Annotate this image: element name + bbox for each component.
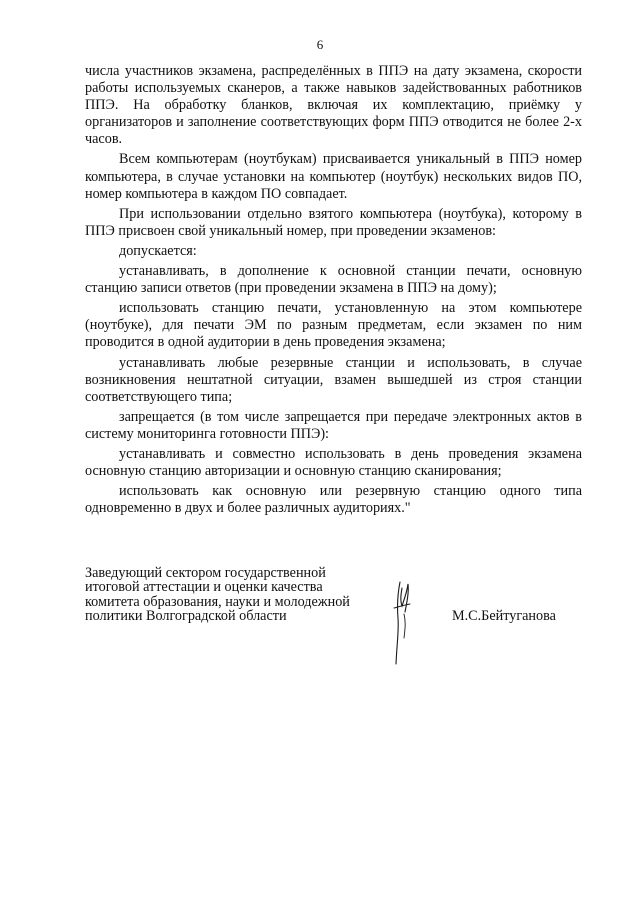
page-number: 6 bbox=[316, 37, 324, 52]
position-line: политики Волгоградской области bbox=[85, 607, 287, 624]
handwritten-signature bbox=[388, 578, 418, 666]
position-line: итоговой аттестации и оценки качества bbox=[85, 579, 323, 596]
paragraph: использовать как основную или резервную станцию одного типа одновременно в двух и более различных аудиториях." bbox=[85, 483, 582, 517]
paragraph: запрещается (в том числе запрещается при передаче электронных актов в систему мониторинга готовности ППЭ): bbox=[85, 408, 582, 442]
document-body bbox=[85, 63, 582, 517]
paragraph: устанавливать и совместно использовать в день проведения экзамена основную станцию авторизации и основную станцию сканирования; bbox=[85, 445, 582, 480]
paragraph: устанавливать любые резервные станции и использовать, в случае возникновения нештатной ситуации, взамен вышедшей из строя станции соответствующего типа; bbox=[85, 354, 582, 405]
paragraph: При использовании отдельно взятого компьютера (ноутбука), которому в ППЭ присвоен свой уникальный номер, при проведении экзаменов: bbox=[85, 205, 582, 239]
signature-block bbox=[85, 566, 582, 676]
signatory-name: М.С.Бейтуганова bbox=[452, 608, 556, 624]
paragraph: допускается: bbox=[119, 242, 197, 259]
paragraph: использовать станцию печати, установленную на этом компьютере (ноутбуке), для печати ЭМ по разным предметам, если экзамен по ним проводится в одной аудитории в день проведения экзамена; bbox=[85, 300, 582, 351]
position-line: Заведующий сектором государственной bbox=[85, 565, 326, 581]
paragraph: Всем компьютерам (ноутбукам) присваивается уникальный в ППЭ номер компьютера, в случае установки на компьютер (ноутбук) нескольких видов ПО, номер компьютера в каждом ПО совпадает. bbox=[85, 151, 582, 202]
paragraph: числа участников экзамена, распределённых в ППЭ на дату экзамена, скорости работы используемых сканеров, а также навыков задействованных работников ППЭ. На обработку бланков, включая их комплектацию, приёмку у организаторов и заполнение соответствующих форм ППЭ отводится не более 2-х часов. bbox=[85, 63, 582, 148]
position-line: комитета образования, науки и молодежной bbox=[85, 593, 350, 610]
signatory-position bbox=[85, 566, 350, 623]
paragraph: устанавливать, в дополнение к основной станции печати, основную станцию записи ответов (при проведении экзамена в ППЭ на дому); bbox=[85, 263, 582, 297]
